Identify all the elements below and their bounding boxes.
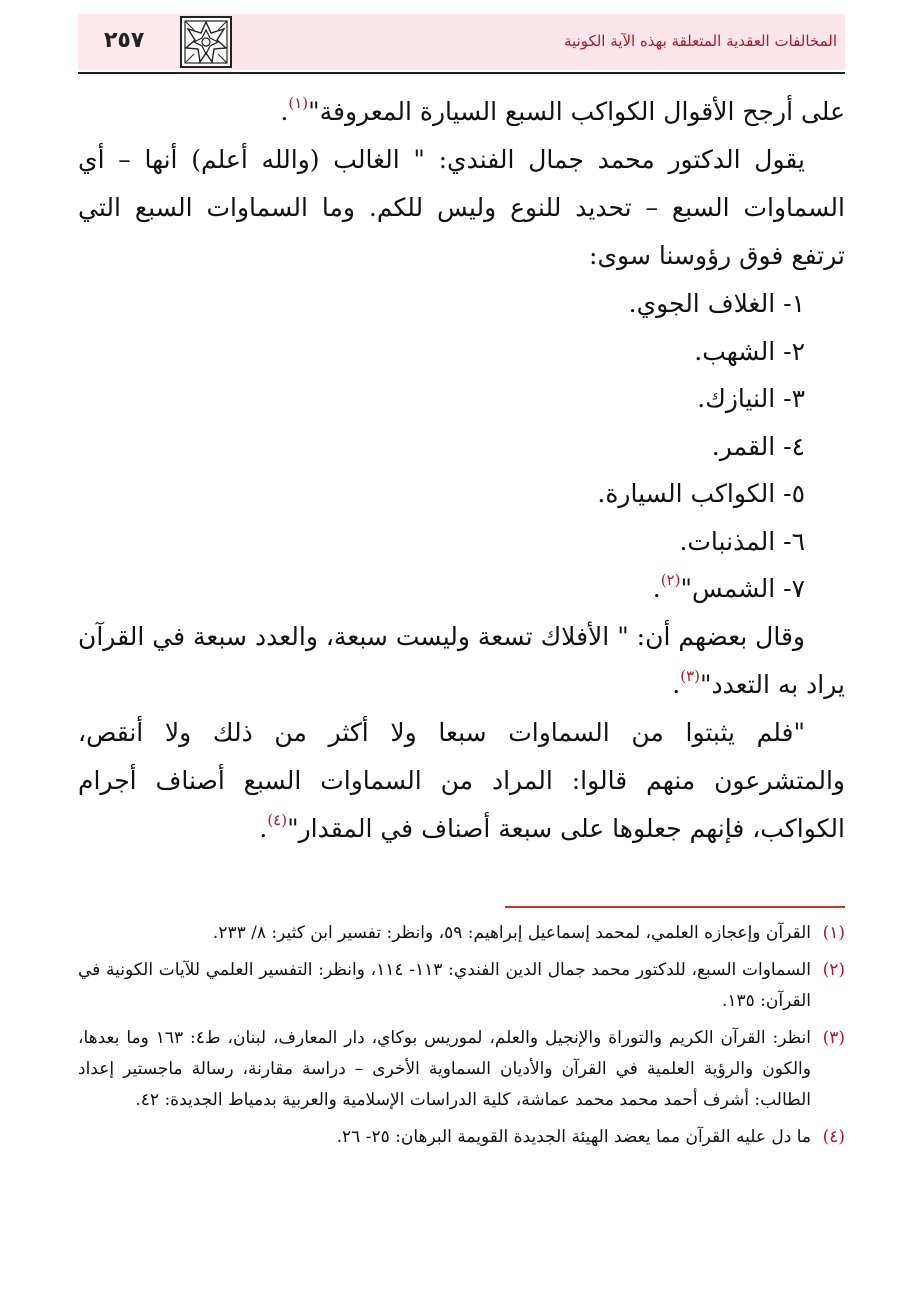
list-item: ٦- المذنبات. [679, 526, 805, 556]
footnote-separator [505, 906, 845, 908]
list-item: ٢- الشهب. [694, 336, 805, 366]
footnote-text: القرآن وإعجازه العلمي، لمحمد إسماعيل إبراهيم: ٥٩، وانظر: تفسير ابن كثير: ٨/ ٢٣٣. [212, 923, 811, 943]
footnote-text: ما دل عليه القرآن مما يعضد الهيئة الجديدة القويمة البرهان: ٢٥- ٢٦. [336, 1127, 811, 1147]
footnote-ref[interactable]: (٢) [660, 571, 681, 589]
footnote-ref[interactable]: (٤) [267, 810, 288, 829]
footnote [78, 1122, 845, 1153]
footnote-mark: (١) [822, 923, 845, 943]
paragraph: يقول الدكتور محمد جمال الفندي: " الغالب (والله أعلم) أنها – أي السماوات السبع – تحديد للنوع وليس للكم. وما السماوات السبع التي ترتفع فوق رؤوسنا سوى: [78, 145, 845, 270]
footnote-mark: (٣) [822, 1028, 845, 1048]
paragraph: وقال بعضهم أن: " الأفلاك تسعة وليست سبعة، والعدد سبعة في القرآن يراد به التعدد"$^{(٣)}$. [78, 621, 845, 699]
body-text [78, 88, 845, 853]
running-title: المخالفات العقدية المتعلقة بهذه الآية الكونية [563, 32, 837, 50]
list-item: ٤- القمر. [711, 431, 805, 461]
page-number-box [78, 14, 178, 70]
footnote-ref[interactable]: (٣) [680, 666, 700, 685]
paragraph: على أرجح الأقوال الكواكب السبع السيارة المعروفة"$^{(١)}$. [280, 94, 845, 126]
footnote [78, 1023, 845, 1116]
footnote-text: السماوات السبع، للدكتور محمد جمال الدين الفندي: ١١٣- ١١٤، وانظر: التفسير العلمي للآيات الكونية في القرآن: ١٣٥. [78, 960, 811, 1011]
header-rule [78, 72, 845, 74]
list-item: ٣- النيازك. [697, 384, 805, 413]
footnote [78, 955, 845, 1017]
page-header [78, 14, 845, 70]
page-number: ٢٥٧ [104, 28, 145, 53]
geometric-star-ornament-icon [180, 16, 232, 68]
list-item: ٥- الكواكب السيارة. [597, 479, 805, 508]
footnotes [78, 918, 845, 1159]
footnote-mark: (٤) [822, 1127, 845, 1147]
list-item: ٧- الشمس"$^{(٢)}$. [652, 571, 805, 603]
footnote [78, 918, 845, 949]
footnote-text: انظر: القرآن الكريم والتوراة والإنجيل والعلم، لموريس بوكاي، دار المعارف، لبنان، ط٤: ١٦٣ وما بعدها، والكون والرؤية العلمية في القرآن والأديان السماوية الأخرى – دراسة مقارنة، رسالة ماجستير إعداد الطالب: أشرف أحمد محمد محمد عماشة، كلية الدراسات الإسلامية والعربية بدمياط الجديدة: ٤٢. [78, 1028, 811, 1110]
list-item: ١- الغلاف الجوي. [628, 289, 805, 318]
footnote-ref[interactable]: (١) [288, 94, 309, 112]
paragraph: "فلم يثبتوا من السماوات سبعا ولا أكثر من ذلك ولا أنقص، والمتشرعون منهم قالوا: المراد من السماوات السبع أصناف أجرام الكواكب، فإنهم جعلوها على سبعة أصناف في المقدار"$^{(٤)}$. [78, 717, 845, 843]
footnote-mark: (٢) [822, 960, 845, 980]
